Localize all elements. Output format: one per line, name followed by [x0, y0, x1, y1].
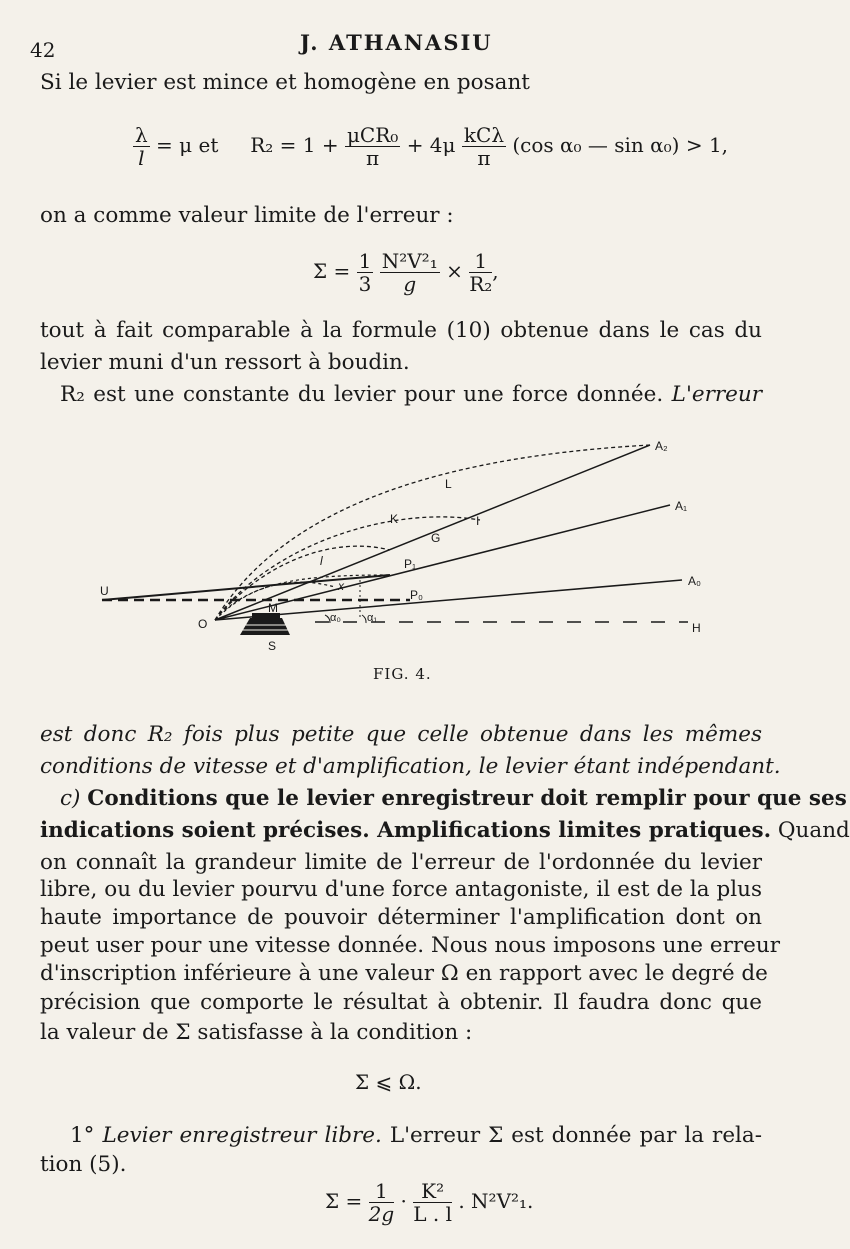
label-U: U	[100, 584, 109, 598]
label-alpha1: α₁	[367, 612, 378, 624]
paragraph-line	[70, 1123, 762, 1148]
running-head: J. ATHANASIU	[300, 30, 493, 55]
text-run: Levier enregistreur libre.	[102, 1123, 382, 1148]
formula-text: (cos α₀ — sin α₀) > 1,	[512, 133, 729, 157]
label-P1: P₁	[404, 557, 417, 571]
frac-num: 1	[369, 1180, 395, 1203]
text-run: L'erreur	[671, 382, 762, 407]
label-L: L	[445, 477, 452, 491]
frac-den: R₂	[469, 272, 493, 296]
formula-text: ×	[446, 259, 463, 283]
frac-num: kCλ	[463, 123, 504, 147]
frac-den: l	[138, 146, 145, 170]
label-l: l	[320, 554, 323, 568]
formula-text: R₂ = 1 +	[250, 133, 339, 157]
figure-4-diagram	[90, 435, 710, 660]
frac-num: K²	[413, 1180, 452, 1203]
label-G: G	[431, 531, 441, 545]
curve-P1	[225, 575, 390, 610]
label-S: S	[268, 639, 277, 653]
frac-den: π	[477, 146, 491, 170]
frac-num: 1	[358, 249, 372, 273]
page-number: 42	[30, 38, 56, 62]
line-O-A1	[215, 505, 670, 620]
text-run: 1°	[70, 1123, 95, 1148]
paragraph-line: libre, ou du levier pourvu d'une force antagoniste, il est de la plus	[40, 877, 762, 902]
frac-num: 1	[469, 250, 492, 273]
frac-den: g	[403, 272, 417, 296]
label-A2: A₂	[655, 439, 668, 453]
formula-text: = μ et	[156, 133, 219, 157]
paragraph-line: précision que comporte le résultat à obtenir. Il faudra donc que	[40, 990, 762, 1015]
paragraph-line	[60, 382, 762, 407]
paragraph-line: la valeur de Σ satisfasse à la condition :	[40, 1020, 473, 1045]
label-P0: P₀	[410, 588, 423, 602]
formula-text: + 4μ	[406, 133, 456, 157]
paragraph-line: conditions de vitesse et d'amplification, le levier étant indépendant.	[40, 754, 781, 779]
text-run: Conditions que le levier enregistreur doit remplir pour que ses	[87, 786, 847, 811]
frac-den: 3	[358, 272, 372, 296]
formula-text: Σ =	[313, 259, 351, 283]
formula-text: Σ =	[325, 1189, 363, 1213]
label-A0: A₀	[688, 574, 701, 588]
frac-den: 2g	[368, 1202, 395, 1226]
paragraph-line: d'inscription inférieure à une valeur Ω en rapport avec le degré de	[40, 961, 768, 986]
paragraph-line: tion (5).	[40, 1152, 127, 1177]
label-A1: A₁	[675, 499, 688, 513]
label-x: x	[338, 579, 344, 593]
label-K: K	[390, 512, 399, 526]
frac-num: λ	[135, 123, 148, 147]
label-I: I	[476, 514, 480, 528]
formula-sigma-free: Σ = $\frac{1}{2g}$ · $\frac{\text{K²}}{L . l}$ . N²V²₁.	[325, 1179, 534, 1226]
paragraph-line: tout à fait comparable à la formule (10) obtenue dans le cas du	[40, 318, 762, 343]
paragraph-line: peut user pour une vitesse donnée. Nous nous imposons une erreur	[40, 933, 780, 958]
paragraph-line	[60, 786, 847, 811]
formula-lambda-mu	[133, 124, 728, 169]
paragraph-line: on a comme valeur limite de l'erreur :	[40, 203, 454, 228]
label-H: H	[692, 621, 701, 635]
label-O: O	[198, 617, 208, 631]
label-M: M	[268, 601, 278, 615]
paragraph-line	[40, 818, 850, 843]
paragraph-line: haute importance de pouvoir déterminer l'amplification dont on	[40, 905, 762, 930]
mass-S	[240, 613, 290, 635]
frac-den: π	[366, 146, 380, 170]
text-run: R₂ est une constante du levier pour une force donnée.	[60, 382, 664, 407]
formula-text: . N²V²₁.	[458, 1189, 534, 1213]
formula-condition: Σ ⩽ Ω.	[355, 1070, 422, 1094]
frac-num: μCR₀	[346, 123, 399, 147]
label-alpha0: α₀	[330, 612, 341, 624]
paragraph-line: levier muni d'un ressort à boudin.	[40, 350, 410, 375]
formula-text: ,	[492, 259, 499, 283]
paragraph-line: on connaît la grandeur limite de l'erreur de l'ordonnée du levier	[40, 850, 762, 875]
text-run: c)	[60, 786, 81, 811]
paragraph-line: est donc R₂ fois plus petite que celle obtenue dans les mêmes	[40, 722, 762, 747]
frac-den: L . l	[413, 1202, 452, 1226]
text-run: indications soient précises. Amplifications limites pratiques.	[40, 818, 772, 843]
formula-sigma	[313, 250, 499, 295]
arc-alpha1	[362, 615, 366, 623]
text-run: Quand	[777, 818, 850, 843]
paragraph-line: Si le levier est mince et homogène en posant	[40, 70, 530, 95]
figure-caption: FIG. 4.	[373, 665, 432, 683]
text-run: L'erreur Σ est donnée par la rela-	[389, 1123, 763, 1148]
frac-num: N²V²₁	[381, 249, 438, 273]
